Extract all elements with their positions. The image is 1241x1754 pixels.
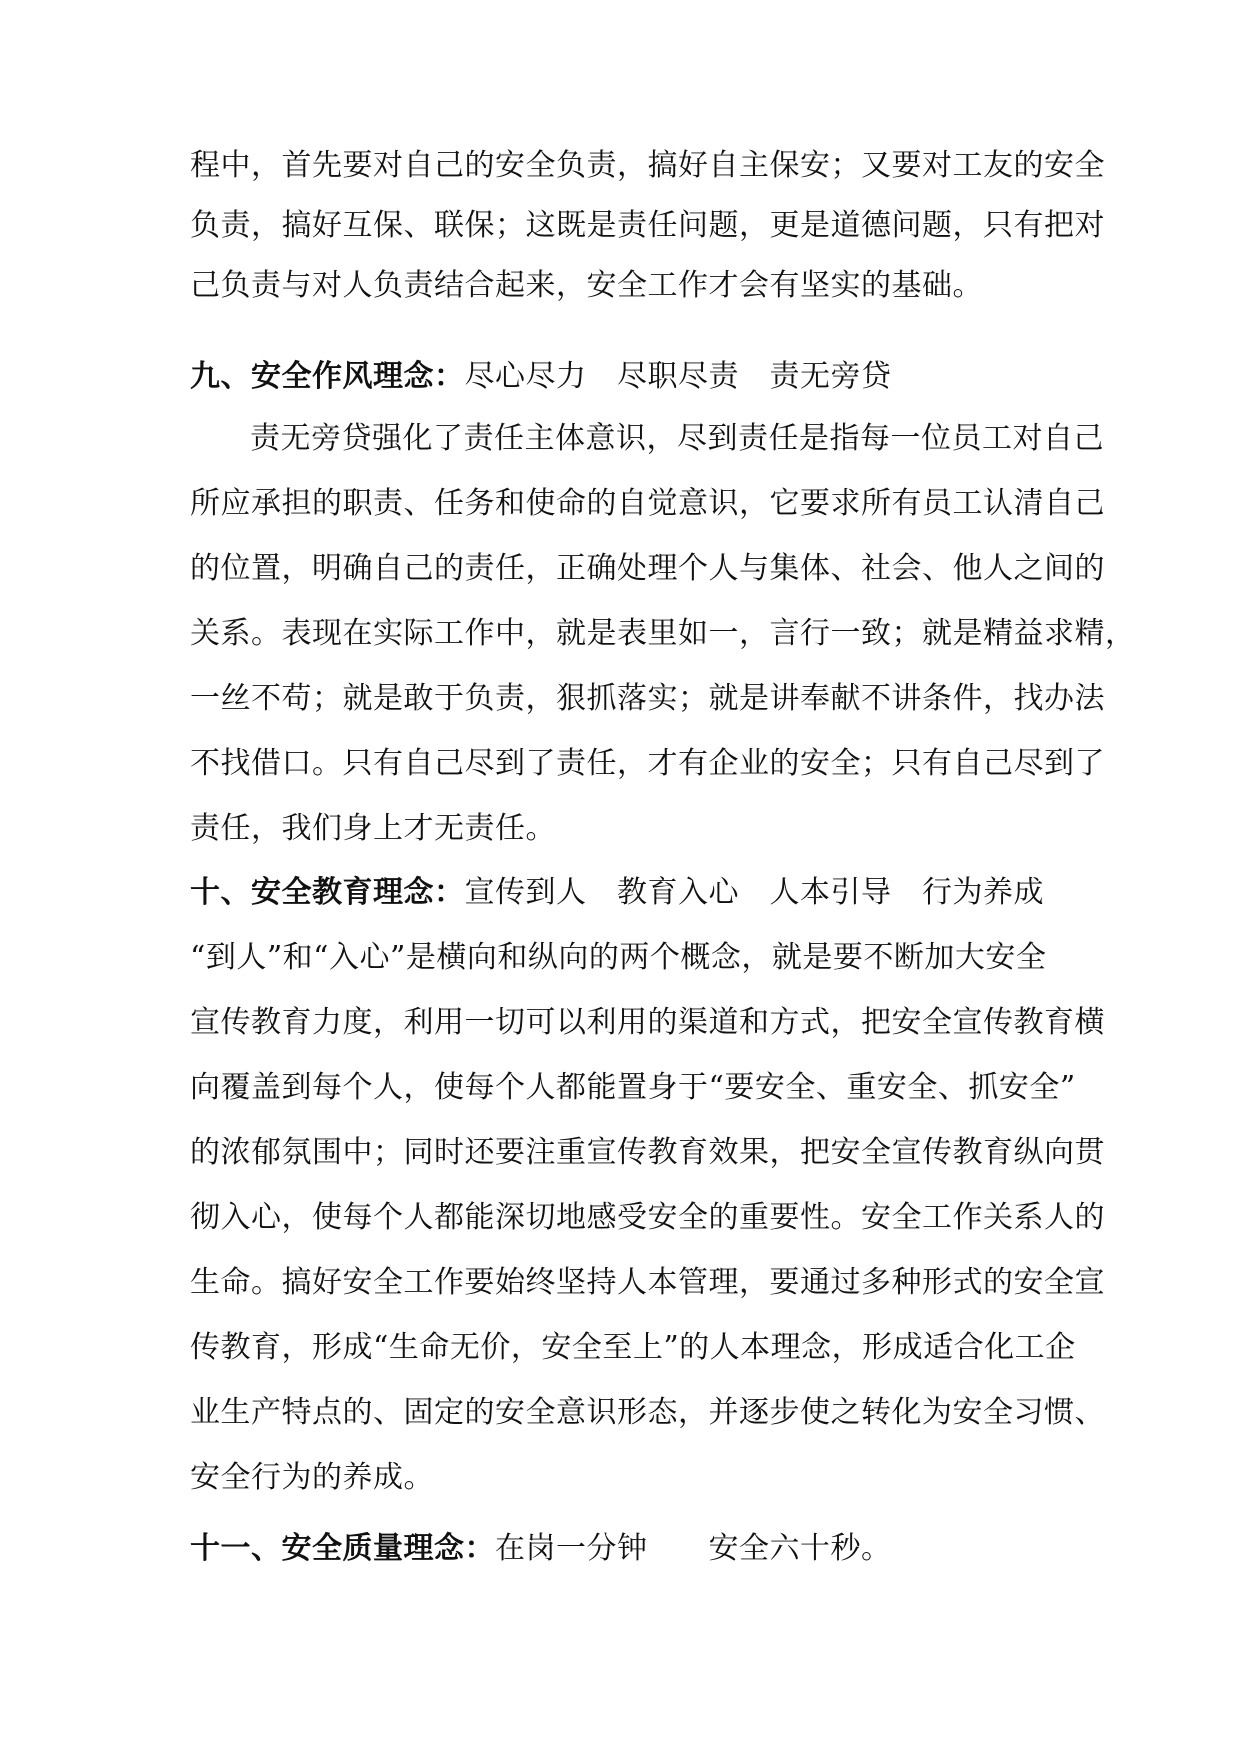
paragraph-line: 负责，搞好互保、联保；这既是责任问题，更是道德问题，只有把对 bbox=[190, 208, 1105, 243]
paragraph-line: 业生产特点的、固定的安全意识形态，并逐步使之转化为安全习惯、 bbox=[190, 1395, 1105, 1430]
paragraph-line: 一丝不苟；就是敢于负责，狠抓落实；就是讲奉献不讲条件，找办法 bbox=[190, 681, 1105, 716]
section-10-heading bbox=[190, 873, 1060, 913]
section-9-slogan: 尽心尽力 尽职尽责 责无旁贷 bbox=[464, 359, 892, 394]
paragraph-line: 关系。表现在实际工作中，就是表里如一，言行一致；就是精益求精， bbox=[190, 616, 1136, 651]
section-11-slogan: 在岗一分钟 安全六十秒。 bbox=[495, 1531, 892, 1566]
paragraph-line: 安全行为的养成。 bbox=[190, 1460, 434, 1495]
paragraph-line: 的浓郁氛围中；同时还要注重宣传教育效果，把安全宣传教育纵向贯 bbox=[190, 1135, 1105, 1170]
paragraph-line: 责无旁贷强化了责任主体意识，尽到责任是指每一位员工对自己 bbox=[250, 421, 1104, 456]
section-9-heading bbox=[190, 357, 1060, 397]
paragraph-line: 彻入心，使每个人都能深切地感受安全的重要性。安全工作关系人的 bbox=[190, 1200, 1105, 1235]
section-11-heading bbox=[190, 1529, 1060, 1569]
section-11-title: 十一、安全质量理念： bbox=[190, 1531, 495, 1566]
paragraph-line: 向覆盖到每个人，使每个人都能置身于“要安全、重安全、抓安全” bbox=[190, 1070, 1076, 1105]
paragraph-line: 己负责与对人负责结合起来，安全工作才会有坚实的基础。 bbox=[190, 268, 983, 303]
section-10-slogan: 宣传到人 教育入心 人本引导 行为养成 bbox=[464, 875, 1044, 910]
paragraph-line: “到人”和“入心”是横向和纵向的两个概念，就是要不断加大安全 bbox=[190, 940, 1047, 975]
paragraph-line: 传教育，形成“生命无价，安全至上”的人本理念，形成适合化工企 bbox=[190, 1330, 1076, 1365]
paragraph-line: 生命。搞好安全工作要始终坚持人本管理，要通过多种形式的安全宣 bbox=[190, 1265, 1105, 1300]
paragraph-line: 程中，首先要对自己的安全负责，搞好自主保安；又要对工友的安全 bbox=[190, 148, 1105, 183]
paragraph-line: 所应承担的职责、任务和使命的自觉意识，它要求所有员工认清自己 bbox=[190, 486, 1105, 521]
paragraph-line: 的位置，明确自己的责任，正确处理个人与集体、社会、他人之间的 bbox=[190, 551, 1105, 586]
paragraph-line: 不找借口。只有自己尽到了责任，才有企业的安全；只有自己尽到了 bbox=[190, 746, 1105, 781]
paragraph-line: 责任，我们身上才无责任。 bbox=[190, 811, 556, 846]
section-9-title: 九、安全作风理念： bbox=[190, 359, 465, 394]
paragraph-line: 宣传教育力度，利用一切可以利用的渠道和方式，把安全宣传教育横 bbox=[190, 1005, 1105, 1040]
section-10-title: 十、安全教育理念： bbox=[190, 875, 465, 910]
